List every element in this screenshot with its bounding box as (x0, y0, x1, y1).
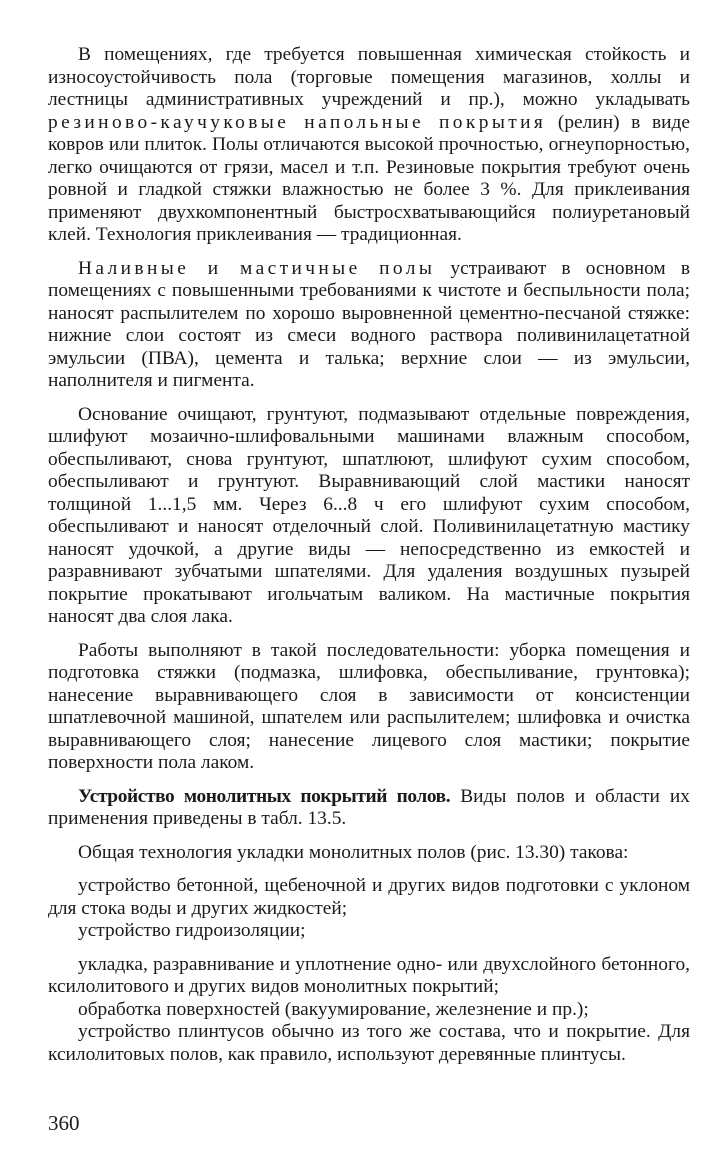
text-span: устраивают в основном в помещениях с повышенными требованиями к чистоте и беспыльности пола; наносят распылителем по хорошо выровненной цементно-песчаной стяжке: нижние слои состоят из смеси водного раствора поливинилацетатной эмульсии (ПВА), цемента и талька; верхние слои — из эмульсии, наполнителя и пигмента. (48, 257, 690, 391)
list-item-preparation (48, 875, 690, 920)
text-span: В помещениях, где требуется повышенная химическая стойкость и износоустойчивость пола (торговые помещения магазинов, холлы и лестницы административных учреждений и пр.), можно укладывать (48, 44, 690, 110)
text-span: Работы выполняют в такой последовательности: уборка помещения и подготовка стяжки (подмазка, шлифовка, обеспыливание, грунтовка); нанесение выравнивающего слоя в зависимости от консистенции шпатлевочной машиной, шпателем или распылителем; шлифовка и очистка выравнивающего слоя; нанесение лицевого слоя мастики; покрытие поверхности пола лаком. (48, 639, 690, 773)
text-span: устройство бетонной, щебеночной и других видов подготовки с уклоном для стока воды и других жидкостей; (48, 875, 690, 919)
paragraph-general-technology (48, 842, 690, 865)
page-body (48, 44, 690, 1066)
text-span: устройство плинтусов обычно из того же состава, что и покрытие. Для ксилолитовых полов, как правило, используют деревянные плинтусы. (48, 1021, 690, 1065)
list-item-surface-treatment (48, 999, 690, 1022)
text-span: устройство гидроизоляции; (78, 920, 306, 941)
list-item-plinths (48, 1021, 690, 1066)
paragraph-monolithic-heading (48, 786, 690, 831)
paragraph-work-sequence (48, 640, 690, 775)
paragraph-base-preparation (48, 404, 690, 629)
text-span: (релин) в виде ковров или плиток. Полы отличаются высокой прочностью, огнеупорностью, легко очищаются от грязи, масел и т.п. Резиновые покрытия требуют очень ровной и гладкой стяжки влажностью не более 3 %. Для приклеивания применяют двухкомпонентный быстросхватывающийся полиуретановый клей. Технология приклеивания — традиционная. (48, 111, 690, 245)
text-span: Общая технология укладки монолитных полов (рис. 13.30) такова: (78, 841, 629, 863)
text-span: Основание очищают, грунтуют, подмазывают отдельные повреждения, шлифуют мозаично-шлифовальными машинами влажным способом, обеспыливают, снова грунтуют, шпатлюют, шлифуют сухим способом, обеспыливают и грунтуют. Выравнивающий слой мастики наносят толщиной 1...1,5 мм. Через 6...8 ч его шлифуют сухим способом, обеспыливают и наносят отделочный слой. Поливинилацетатную мастику наносят удочкой, а другие виды — непосредственно из емкостей и разравнивают зубчатыми шпателями. Для удаления воздушных пузырей покрытие прокатывают игольчатым валиком. На мастичные покрытия наносят два слоя лака. (48, 403, 690, 627)
paragraph-self-leveling-floors (48, 258, 690, 393)
spaced-term-rubber-coatings: резиново-каучуковые напольные покрытия (48, 111, 547, 133)
bold-heading-monolithic: Устройство монолитных покрытий полов. (78, 785, 451, 807)
text-span: укладка, разравнивание и уплотнение одно- или двухслойного бетонного, ксилолитового и других видов монолитных покрытий; (48, 953, 690, 997)
list-item-waterproofing (48, 920, 690, 943)
text-span: обработка поверхностей (вакуумирование, железнение и пр.); (78, 998, 589, 1020)
spaced-term-self-leveling-floors: Наливные и мастичные полы (78, 257, 436, 279)
list-item-laying (48, 954, 690, 999)
text-span: Виды полов и области их применения приведены в табл. 13.5. (48, 785, 691, 829)
paragraph-rubber-coatings (48, 44, 690, 247)
page-number: 360 (48, 1111, 80, 1135)
